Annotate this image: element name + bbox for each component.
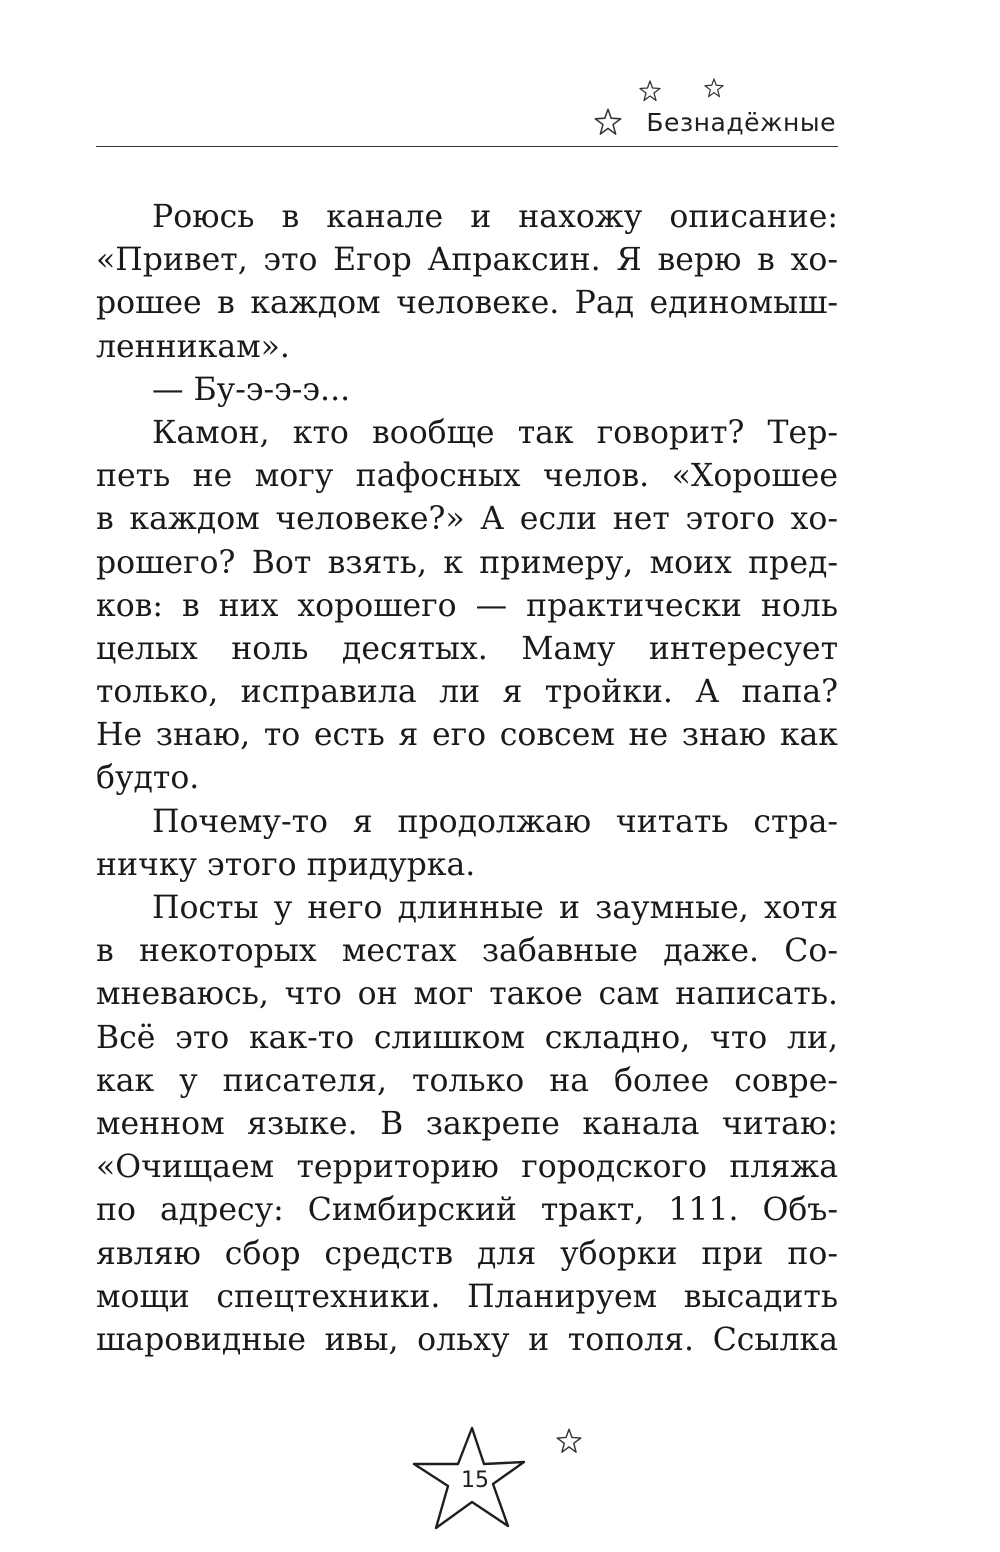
text-line: Всё это как-то слишком складно, что ли, (96, 1019, 838, 1056)
page-number-star (410, 1424, 530, 1534)
text-line: «Очищаем территорию городского пляжа (96, 1149, 838, 1186)
text-line: менном языке. В закрепе канала читаю: (96, 1105, 838, 1142)
text-line: ленникам». (96, 328, 290, 365)
doodle-star-icon (556, 1428, 582, 1454)
text-line: Камон, кто вообще так говорит? Тер- (152, 414, 838, 451)
body-text (96, 196, 838, 1362)
text-line: шаровидные ивы, ольху и тополя. Ссылка (96, 1321, 838, 1358)
text-line: Почему-то я продолжаю читать стра- (152, 803, 838, 840)
page-number: 15 (461, 1468, 489, 1493)
text-line: Роюсь в канале и нахожу описание: (152, 199, 838, 235)
text-line: ков: в них хорошего — практически ноль (96, 587, 838, 624)
text-line: в каждом человеке?» А если нет этого хо- (96, 501, 838, 538)
text-line: «Привет, это Егор Апраксин. Я верю в хо- (96, 242, 838, 279)
text-line: Посты у него длинные и заумные, хотя (152, 890, 838, 926)
text-line: в некоторых местах забавные даже. Со- (96, 933, 838, 970)
text-line: только, исправила ли я тройки. А папа? (96, 674, 838, 711)
header-rule (96, 146, 838, 147)
text-line: целых ноль десятых. Маму интересует (96, 630, 838, 667)
text-line: мощи спецтехники. Планируем высадить (96, 1278, 838, 1315)
text-line: будто. (96, 760, 200, 797)
text-line: рошего? Вот взять, к примеру, моих пред- (96, 544, 838, 581)
text-line: как у писателя, только на более совре- (96, 1062, 838, 1099)
doodle-star-icon (704, 78, 724, 98)
text-line: — Бу-э-э-э... (152, 371, 351, 408)
running-header (96, 70, 838, 150)
text-line: рошее в каждом человеке. Рад единомыш- (96, 285, 838, 322)
running-title: Безнадёжные (646, 108, 836, 137)
text-line: мневаюсь, что он мог такое сам написать. (96, 976, 838, 1013)
doodle-star-icon (639, 80, 661, 102)
doodle-star-icon (594, 108, 622, 136)
text-line: являю сбор средств для уборки при по- (96, 1235, 838, 1272)
text-line: петь не могу пафосных челов. «Хорошее (96, 458, 838, 495)
text-line: Не знаю, то есть я его совсем не знаю как (96, 717, 838, 754)
text-line: по адресу: Симбирский тракт, 111. Объ- (96, 1192, 838, 1229)
text-line: ничку этого придурка. (96, 846, 476, 883)
